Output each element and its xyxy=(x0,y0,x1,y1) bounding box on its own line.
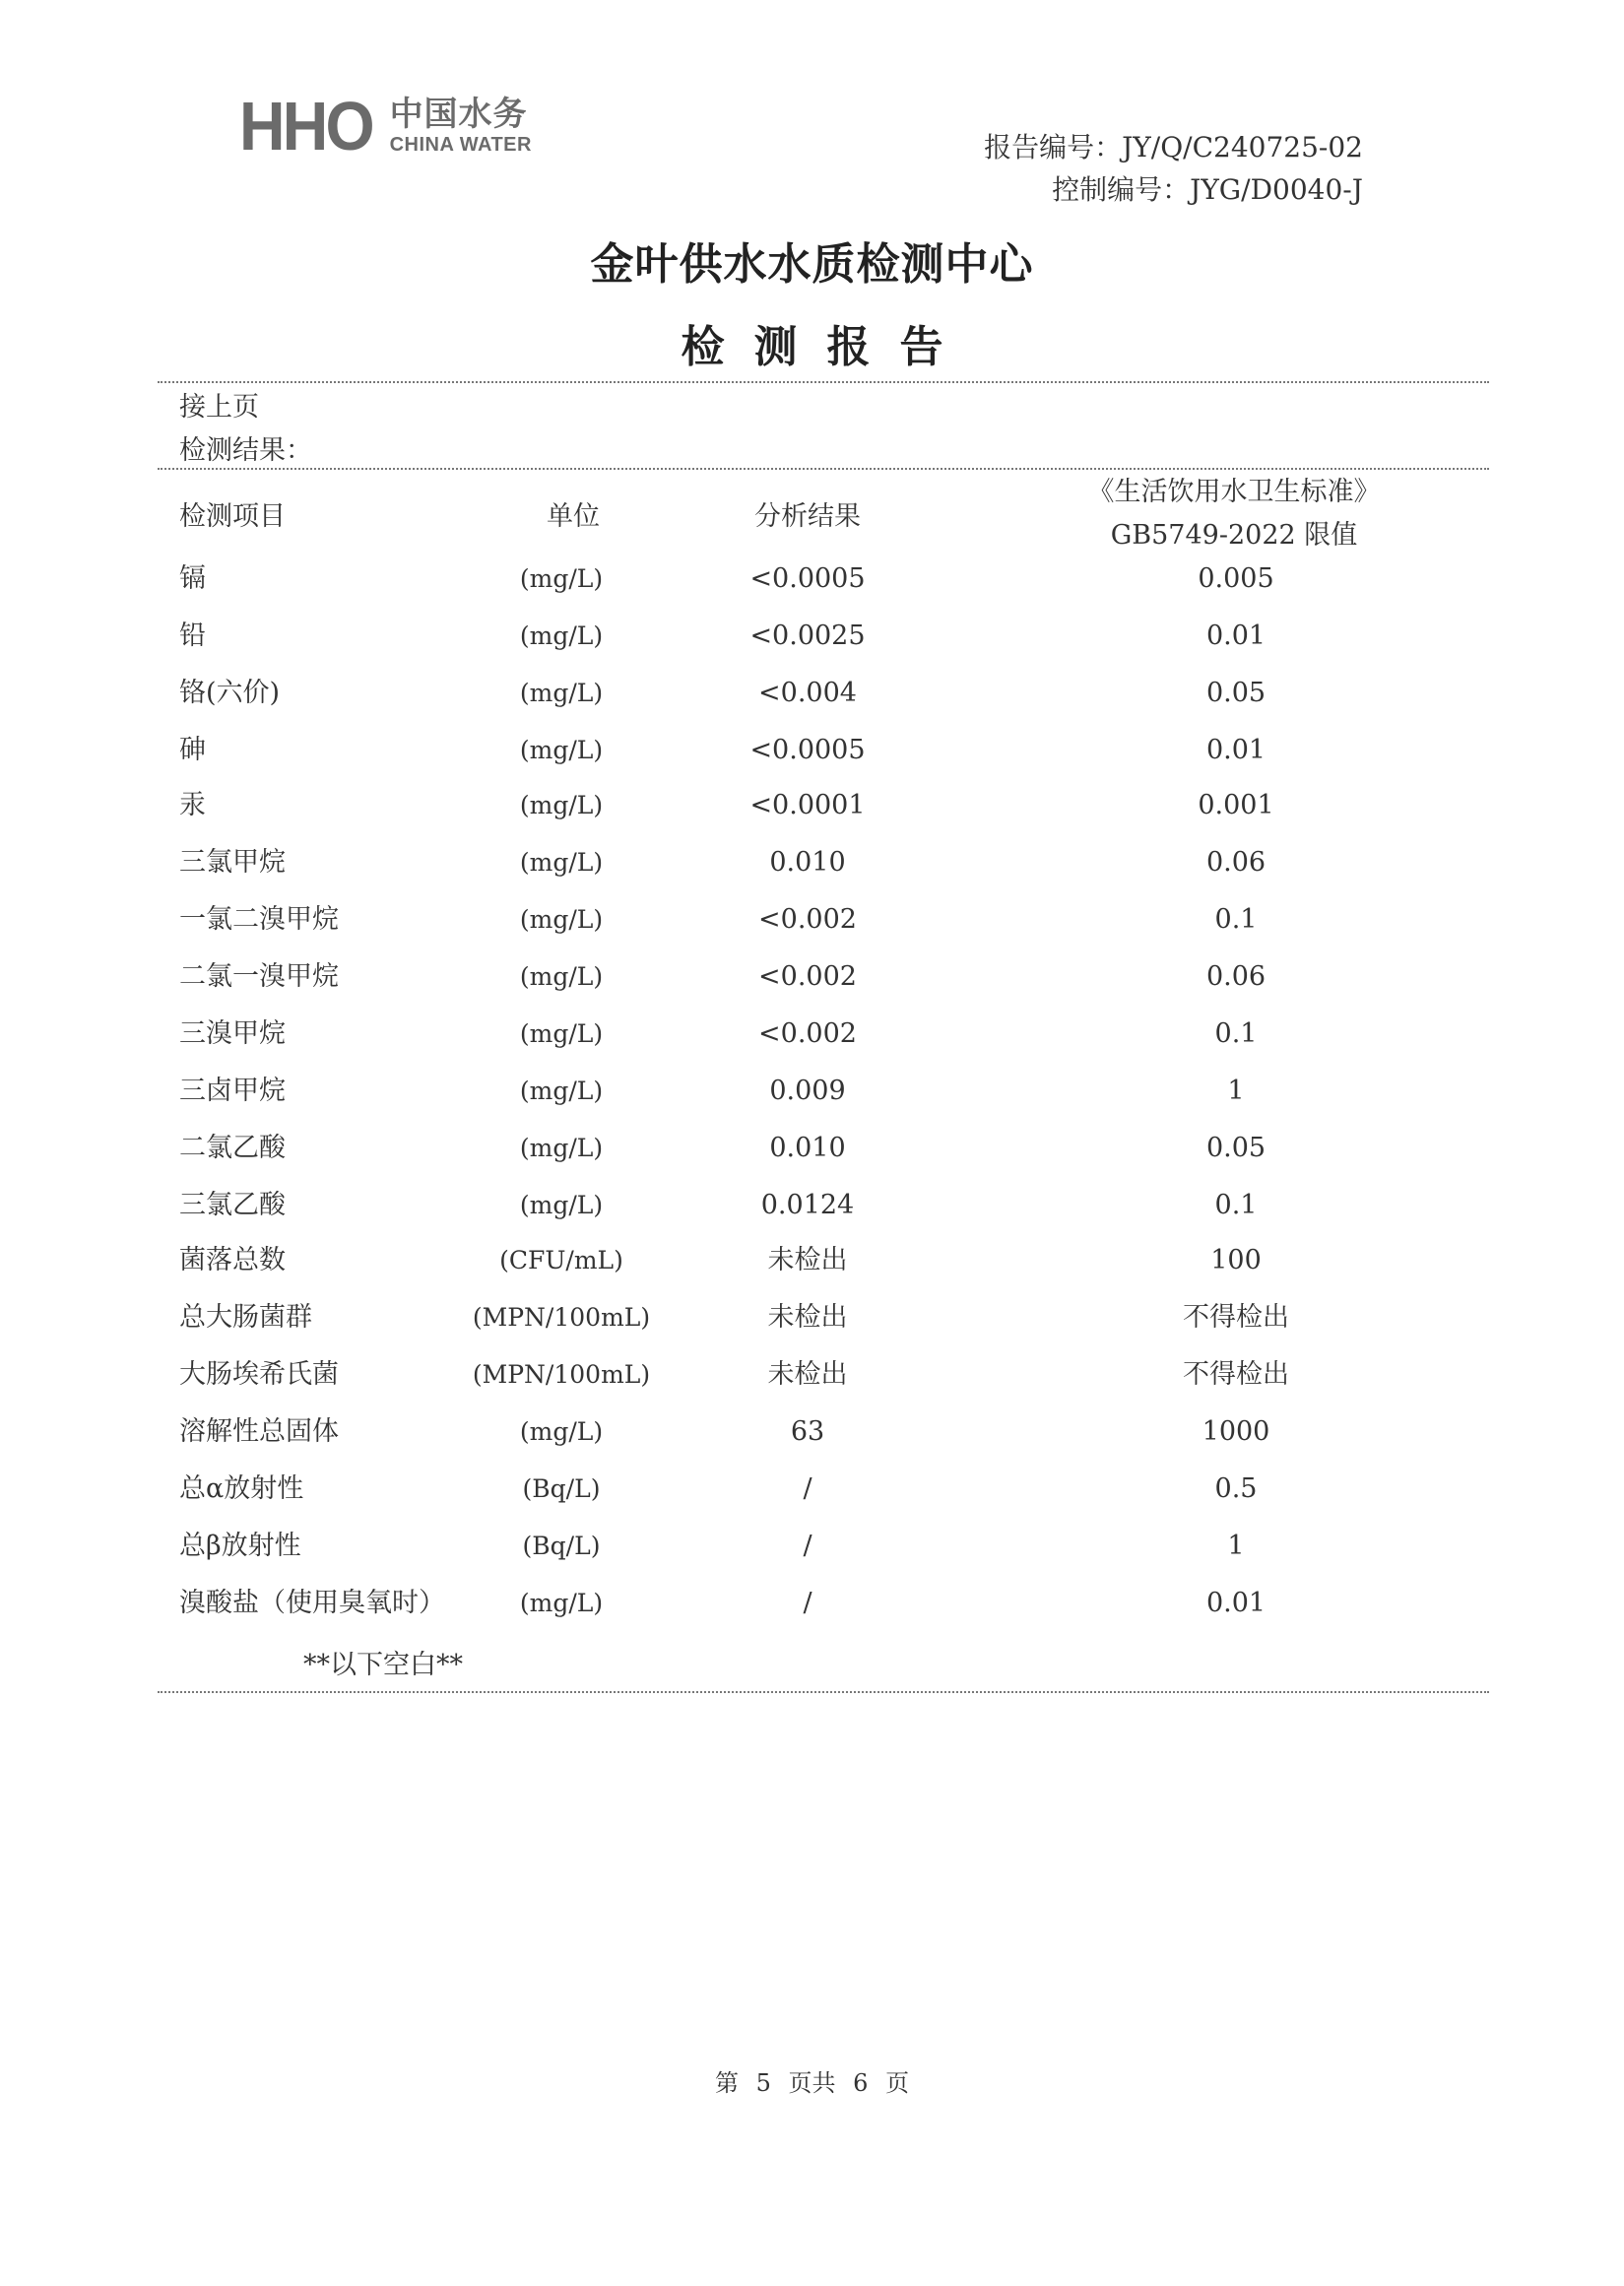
table-row xyxy=(0,1412,1624,1452)
logo-text xyxy=(389,95,532,156)
cell-item: 三氯乙酸 xyxy=(179,1190,286,1220)
cell-limit: 0.5 xyxy=(1214,1473,1258,1504)
table-row xyxy=(0,559,1624,599)
cell-limit: 0.1 xyxy=(1214,904,1258,935)
cell-result: 0.010 xyxy=(769,1133,846,1163)
cell-unit: (mg/L) xyxy=(519,1191,604,1219)
cell-item: 砷 xyxy=(179,735,206,765)
table-row xyxy=(0,617,1624,656)
cell-unit: (mg/L) xyxy=(519,621,604,650)
column-header-result: 分析结果 xyxy=(754,501,861,532)
table-row xyxy=(0,1298,1624,1338)
report-number: 报告编号：JY/Q/C240725-02 xyxy=(984,131,1363,163)
table-row xyxy=(0,731,1624,770)
cell-unit: (mg/L) xyxy=(519,679,604,707)
cell-unit: (MPN/100mL) xyxy=(472,1303,651,1332)
cell-result: 0.010 xyxy=(769,847,846,878)
table-row xyxy=(0,1072,1624,1111)
divider-bottom xyxy=(158,1691,1489,1693)
footer-suffix: 页 xyxy=(885,2069,910,2097)
page-footer xyxy=(0,2063,1624,2098)
cell-result: 未检出 xyxy=(767,1245,848,1275)
table-row xyxy=(0,843,1624,882)
table-row xyxy=(0,1129,1624,1168)
cell-limit: 0.05 xyxy=(1205,678,1267,708)
cell-limit: 不得检出 xyxy=(1183,1302,1289,1333)
cell-item: 铅 xyxy=(179,620,206,651)
cell-limit: 0.01 xyxy=(1205,620,1267,651)
report-subtitle: 检测报告 xyxy=(681,322,973,372)
limit-header-standard: 《生活饮用水卫生标准》 xyxy=(1087,477,1381,507)
cell-result: 未检出 xyxy=(767,1359,848,1390)
cell-limit: 0.1 xyxy=(1214,1190,1258,1220)
cell-limit: 0.05 xyxy=(1205,1133,1267,1163)
cell-item: 三氯甲烷 xyxy=(179,847,286,878)
cell-unit: (mg/L) xyxy=(519,848,604,877)
cell-unit: (Bq/L) xyxy=(522,1532,601,1560)
cell-item: 三溴甲烷 xyxy=(179,1018,286,1049)
table-row xyxy=(0,1355,1624,1395)
cell-limit: 0.005 xyxy=(1198,563,1274,594)
cell-item: 溶解性总固体 xyxy=(179,1416,339,1447)
table-row xyxy=(0,957,1624,997)
cell-result: / xyxy=(803,1473,812,1504)
cell-unit: (mg/L) xyxy=(519,736,604,764)
cell-result: <0.0001 xyxy=(749,790,866,820)
blank-note: **以下空白** xyxy=(303,1650,463,1680)
cell-result: <0.0005 xyxy=(749,563,866,594)
cell-result: 0.0124 xyxy=(760,1190,855,1220)
cell-item: 铬(六价) xyxy=(179,678,281,708)
cell-limit: 不得检出 xyxy=(1183,1359,1289,1390)
column-header-unit: 单位 xyxy=(547,501,600,532)
logo-chinese-name: 中国水务 xyxy=(389,95,528,134)
table-row xyxy=(0,1186,1624,1225)
table-row xyxy=(0,786,1624,825)
column-header-limit xyxy=(1044,471,1424,557)
cell-limit: 0.01 xyxy=(1205,1588,1267,1618)
continued-label: 接上页 xyxy=(179,392,259,423)
limit-header-code: GB5749-2022 限值 xyxy=(1110,520,1358,551)
cell-result: <0.002 xyxy=(758,904,857,935)
footer-middle: 页共 xyxy=(788,2069,836,2097)
cell-item: 一氯二溴甲烷 xyxy=(179,904,339,935)
column-header-item: 检测项目 xyxy=(179,501,286,532)
cell-item: 溴酸盐（使用臭氧时） xyxy=(179,1588,445,1618)
cell-item: 总α放射性 xyxy=(179,1473,304,1504)
cell-item: 总大肠菌群 xyxy=(179,1302,312,1333)
cell-result: 0.009 xyxy=(769,1076,846,1106)
cell-unit: (mg/L) xyxy=(519,564,604,593)
cell-unit: (mg/L) xyxy=(519,962,604,991)
footer-total-pages: 6 xyxy=(853,2069,869,2097)
continuation-block xyxy=(179,386,312,473)
table-row xyxy=(0,1470,1624,1509)
footer-page-number: 5 xyxy=(755,2069,771,2097)
logo-english-name: CHINA WATER xyxy=(389,134,532,156)
table-row xyxy=(0,900,1624,940)
divider-header xyxy=(158,468,1489,470)
cell-unit: (mg/L) xyxy=(519,905,604,934)
cell-unit: (mg/L) xyxy=(519,1589,604,1617)
cell-item: 大肠埃希氏菌 xyxy=(179,1359,339,1390)
logo-mark: HHO xyxy=(239,88,372,164)
cell-unit: (Bq/L) xyxy=(522,1474,601,1503)
cell-item: 镉 xyxy=(179,563,206,594)
cell-item: 二氯一溴甲烷 xyxy=(179,961,339,992)
results-label: 检测结果： xyxy=(179,435,312,466)
cell-result: <0.002 xyxy=(758,1018,857,1049)
cell-unit: (mg/L) xyxy=(519,1077,604,1105)
cell-result: <0.004 xyxy=(758,678,857,708)
company-logo xyxy=(239,88,532,164)
cell-limit: 0.06 xyxy=(1205,847,1267,878)
cell-result: / xyxy=(803,1588,812,1618)
divider-top xyxy=(158,381,1489,383)
cell-item: 汞 xyxy=(179,790,206,820)
report-title: 金叶供水水质检测中心 xyxy=(590,239,1034,290)
cell-unit: (mg/L) xyxy=(519,1134,604,1162)
cell-limit: 0.06 xyxy=(1205,961,1267,992)
cell-result: 未检出 xyxy=(767,1302,848,1333)
cell-item: 二氯乙酸 xyxy=(179,1133,286,1163)
cell-limit: 0.01 xyxy=(1205,735,1267,765)
control-number: 控制编号：JYG/D0040-J xyxy=(1052,173,1363,206)
cell-limit: 1 xyxy=(1227,1076,1245,1106)
cell-unit: (CFU/mL) xyxy=(499,1246,623,1274)
cell-unit: (mg/L) xyxy=(519,1019,604,1048)
cell-result: <0.0005 xyxy=(749,735,866,765)
cell-limit: 0.1 xyxy=(1214,1018,1258,1049)
cell-item: 总β放射性 xyxy=(179,1531,301,1561)
cell-result: 63 xyxy=(790,1416,825,1447)
cell-limit: 1 xyxy=(1227,1531,1245,1561)
cell-unit: (mg/L) xyxy=(519,1417,604,1446)
table-row xyxy=(0,1241,1624,1280)
cell-unit: (mg/L) xyxy=(519,791,604,819)
report-references xyxy=(984,126,1363,211)
table-row xyxy=(0,1527,1624,1566)
cell-item: 三卤甲烷 xyxy=(179,1076,286,1106)
cell-limit: 100 xyxy=(1210,1245,1262,1275)
table-row xyxy=(0,674,1624,713)
table-header xyxy=(0,471,1624,550)
footer-prefix: 第 xyxy=(714,2069,739,2097)
cell-limit: 0.001 xyxy=(1198,790,1274,820)
table-row xyxy=(0,1014,1624,1054)
cell-limit: 1000 xyxy=(1202,1416,1270,1447)
cell-item: 菌落总数 xyxy=(179,1245,286,1275)
cell-unit: (MPN/100mL) xyxy=(472,1360,651,1389)
cell-result: <0.002 xyxy=(758,961,857,992)
cell-result: <0.0025 xyxy=(749,620,866,651)
cell-result: / xyxy=(803,1531,812,1561)
table-row xyxy=(0,1584,1624,1623)
